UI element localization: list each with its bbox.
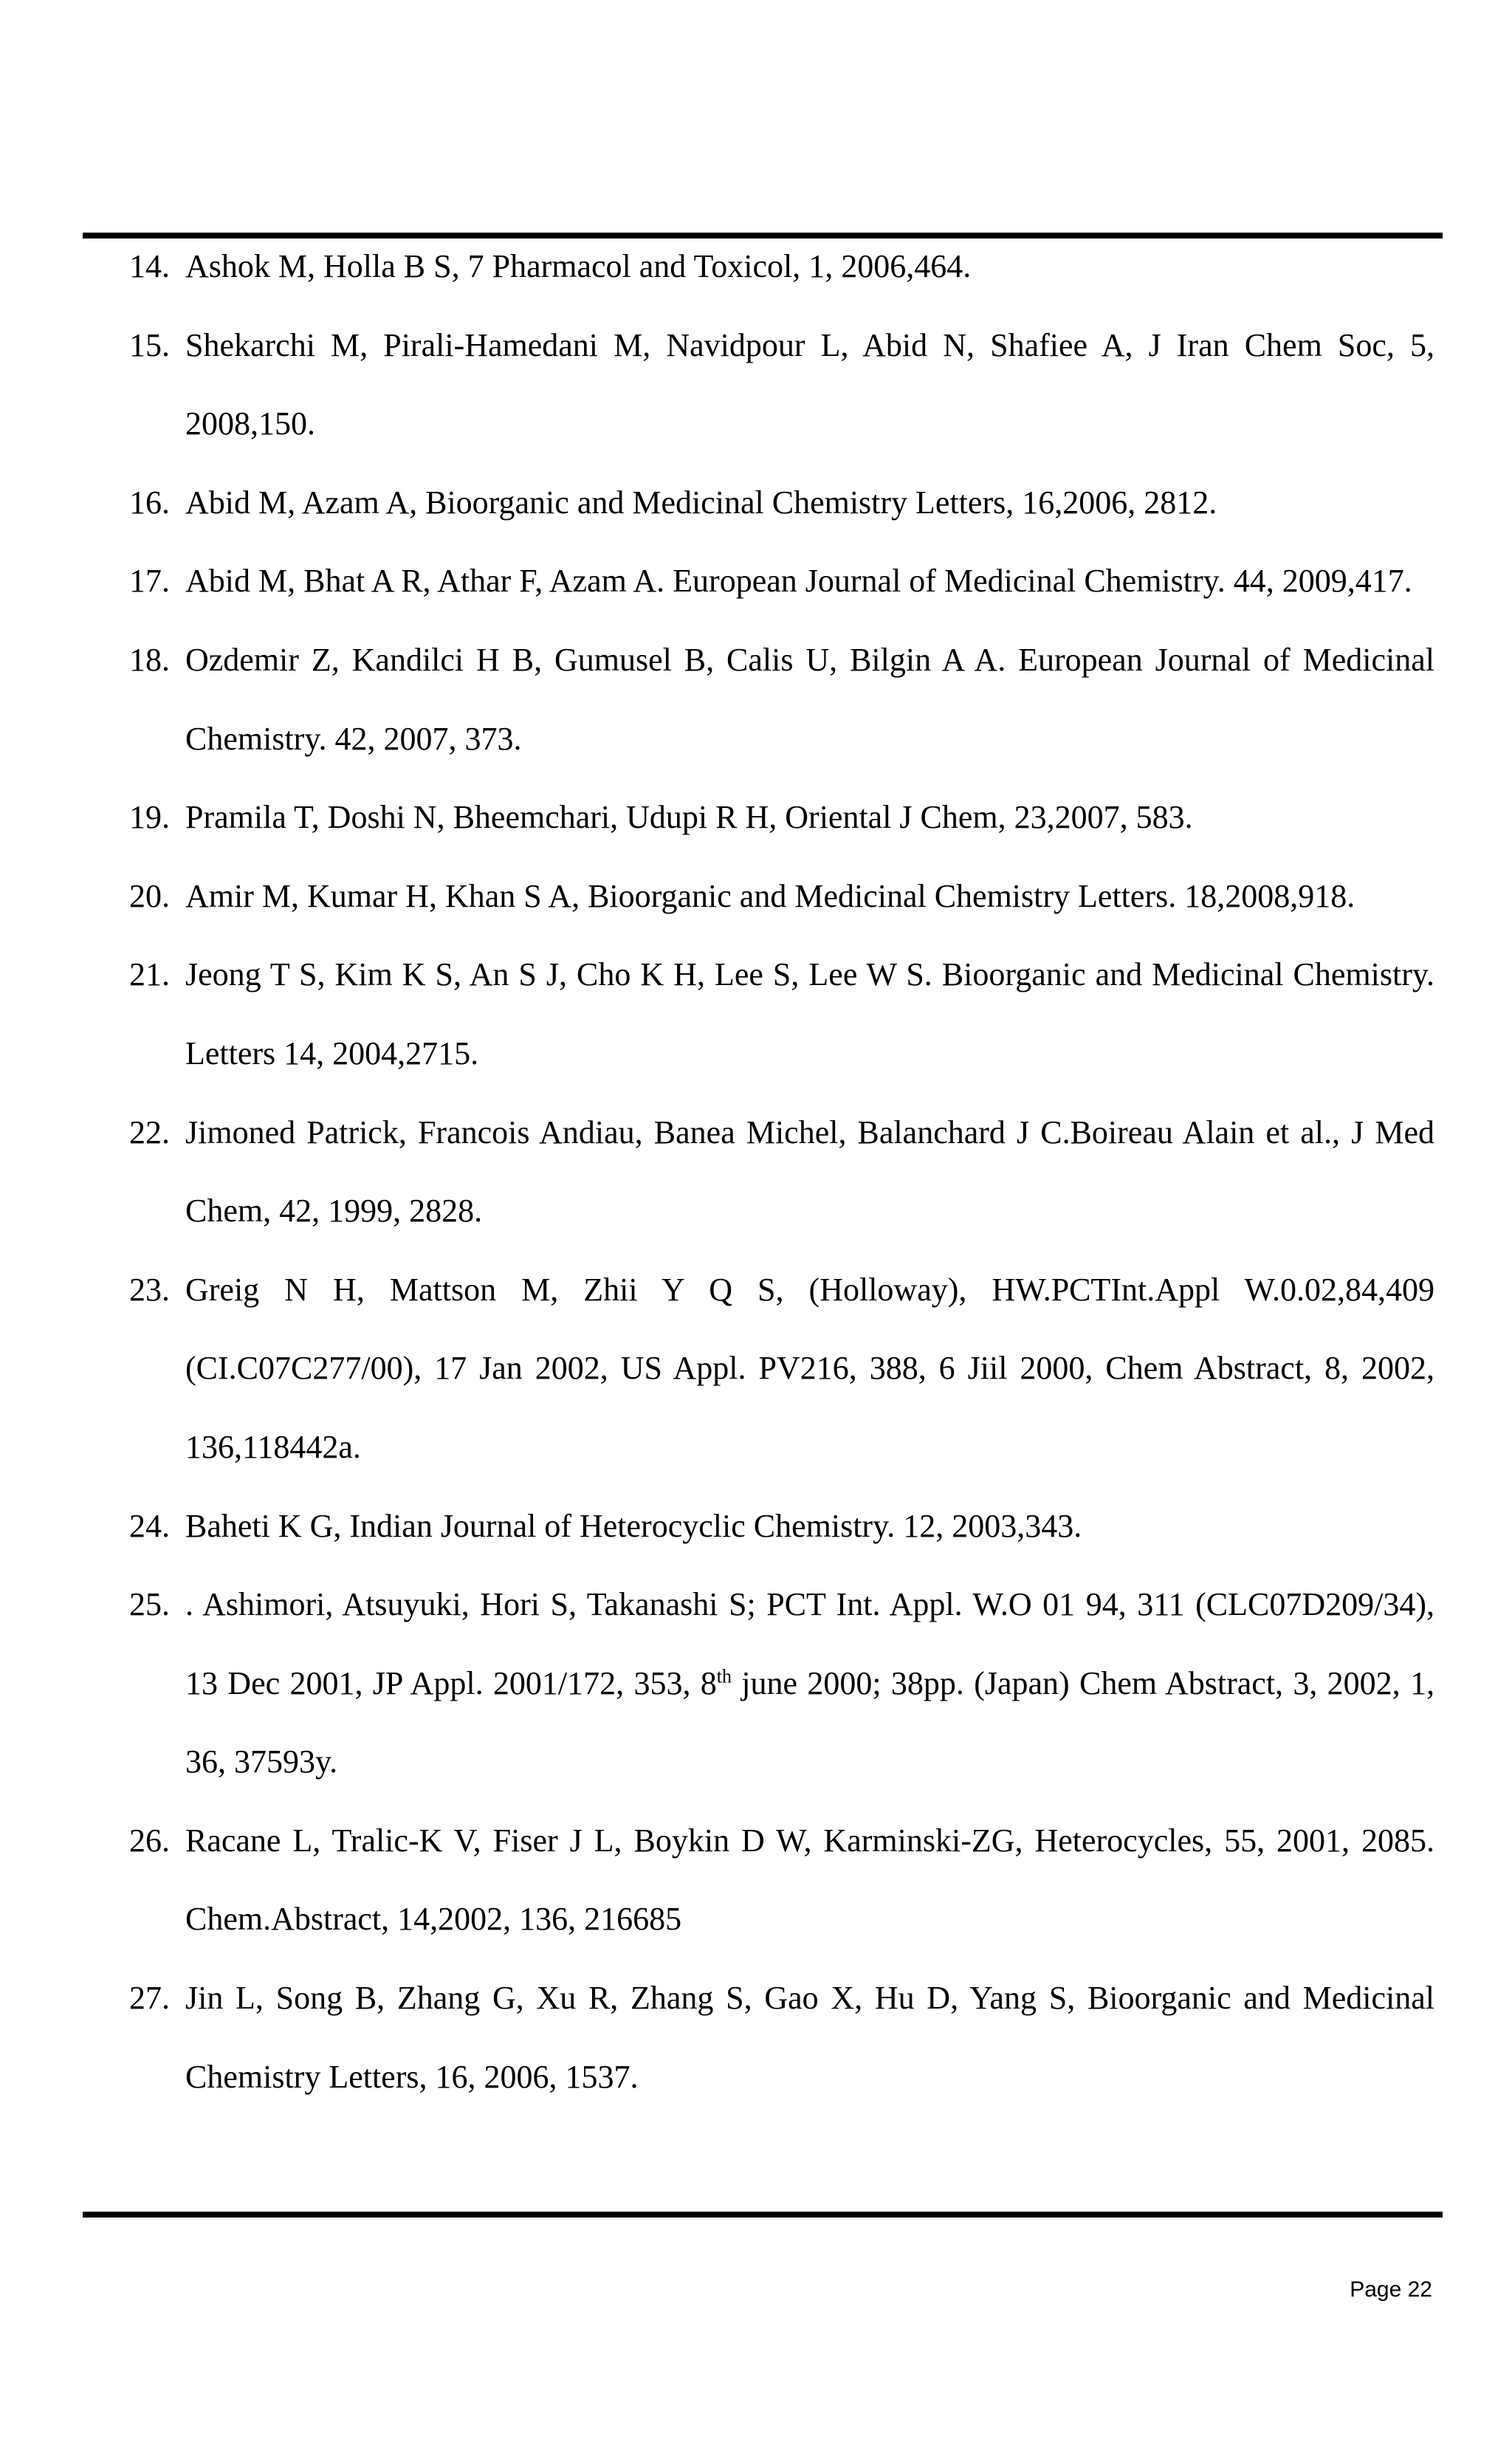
reference-item — [129, 1094, 1434, 1251]
reference-number: 14. — [129, 248, 170, 284]
reference-number: 20. — [129, 877, 170, 914]
reference-item — [129, 1487, 1434, 1566]
reference-text: Jeong T S, Kim K S, An S J, Cho K H, Lee S, Lee W S. Bioorganic and Medicinal Chemistry. Letters 14, 2004,2715. — [185, 956, 1434, 1071]
reference-number: 26. — [129, 1822, 170, 1859]
reference-text: Jimoned Patrick, Francois Andiau, Banea Michel, Balanchard J C.Boireau Alain et al., J Med Chem, 42, 1999, 2828. — [185, 1114, 1434, 1230]
reference-item — [129, 1251, 1434, 1487]
page-number: Page 22 — [1350, 2277, 1432, 2302]
reference-text: Shekarchi M, Pirali-Hamedani M, Navidpour L, Abid N, Shafiee A, J Iran Chem Soc, 5, 2008,150. — [185, 326, 1434, 442]
reference-text-part: . Ashimori, Atsuyuki, Hori S, Takanashi S; PCT Int. Appl. W.O 01 94, 311 (CLC07D209/34), 13 Dec 2001, JP Appl. 2001/172, 353, 8 — [185, 1586, 1434, 1701]
reference-number: 19. — [129, 799, 170, 836]
reference-number: 22. — [129, 1114, 170, 1150]
reference-number: 27. — [129, 1980, 170, 2017]
bottom-rule — [83, 2212, 1443, 2218]
reference-number: 21. — [129, 956, 170, 993]
reference-text: Jin L, Song B, Zhang G, Xu R, Zhang S, Gao X, Hu D, Yang S, Bioorganic and Medicinal Chemistry Letters, 16, 2006, 1537. — [185, 1980, 1434, 2095]
reference-text: Baheti K G, Indian Journal of Heterocyclic Chemistry. 12, 2003,343. — [185, 1507, 1082, 1544]
reference-text: Ozdemir Z, Kandilci H B, Gumusel B, Calis U, Bilgin A A. European Journal of Medicinal Chemistry. 42, 2007, 373. — [185, 641, 1434, 757]
reference-item — [129, 1565, 1434, 1802]
reference-text: Abid M, Azam A, Bioorganic and Medicinal Chemistry Letters, 16,2006, 2812. — [185, 484, 1217, 521]
reference-number: 18. — [129, 641, 170, 678]
reference-item — [129, 542, 1434, 621]
reference-number: 17. — [129, 563, 170, 600]
reference-text: Greig N H, Mattson M, Zhii Y Q S, (Holloway), HW.PCTInt.Appl W.0.02,84,409 (CI.C07C277/00), 17 Jan 2002, US Appl. PV216, 388, 6 Jiil 2000, Chem Abstract, 8, 2002, 136,118442a. — [185, 1271, 1434, 1465]
reference-item — [129, 936, 1434, 1093]
reference-text: Ashok M, Holla B S, 7 Pharmacol and Toxicol, 1, 2006,464. — [185, 248, 972, 284]
reference-item — [129, 621, 1434, 778]
reference-number: 24. — [129, 1507, 170, 1544]
reference-item — [129, 227, 1434, 306]
reference-item — [129, 778, 1434, 857]
reference-text: Amir M, Kumar H, Khan S A, Bioorganic and Medicinal Chemistry Letters. 18,2008,918. — [185, 877, 1355, 914]
reference-number: 16. — [129, 484, 170, 521]
reference-number: 25. — [129, 1586, 170, 1623]
reference-item — [129, 306, 1434, 464]
reference-text-part: june 2000; 38pp. (Japan) Chem Abstract, 3, 2002, 1, 36, 37593y. — [185, 1664, 1434, 1780]
reference-item — [129, 1959, 1434, 2116]
reference-item — [129, 857, 1434, 936]
reference-list — [129, 227, 1434, 2116]
reference-number: 23. — [129, 1271, 170, 1308]
reference-item — [129, 464, 1434, 543]
reference-text — [185, 1586, 1434, 1780]
reference-text: Abid M, Bhat A R, Athar F, Azam A. European Journal of Medicinal Chemistry. 44, 2009,417. — [185, 563, 1412, 600]
superscript-ordinal: th — [716, 1665, 732, 1687]
reference-text: Racane L, Tralic-K V, Fiser J L, Boykin D W, Karminski-ZG, Heterocycles, 55, 2001, 2085. Chem.Abstract, 14,2002, 136, 216685 — [185, 1822, 1434, 1938]
reference-number: 15. — [129, 326, 170, 363]
reference-item — [129, 1802, 1434, 1959]
reference-text: Pramila T, Doshi N, Bheemchari, Udupi R H, Oriental J Chem, 23,2007, 583. — [185, 799, 1193, 836]
